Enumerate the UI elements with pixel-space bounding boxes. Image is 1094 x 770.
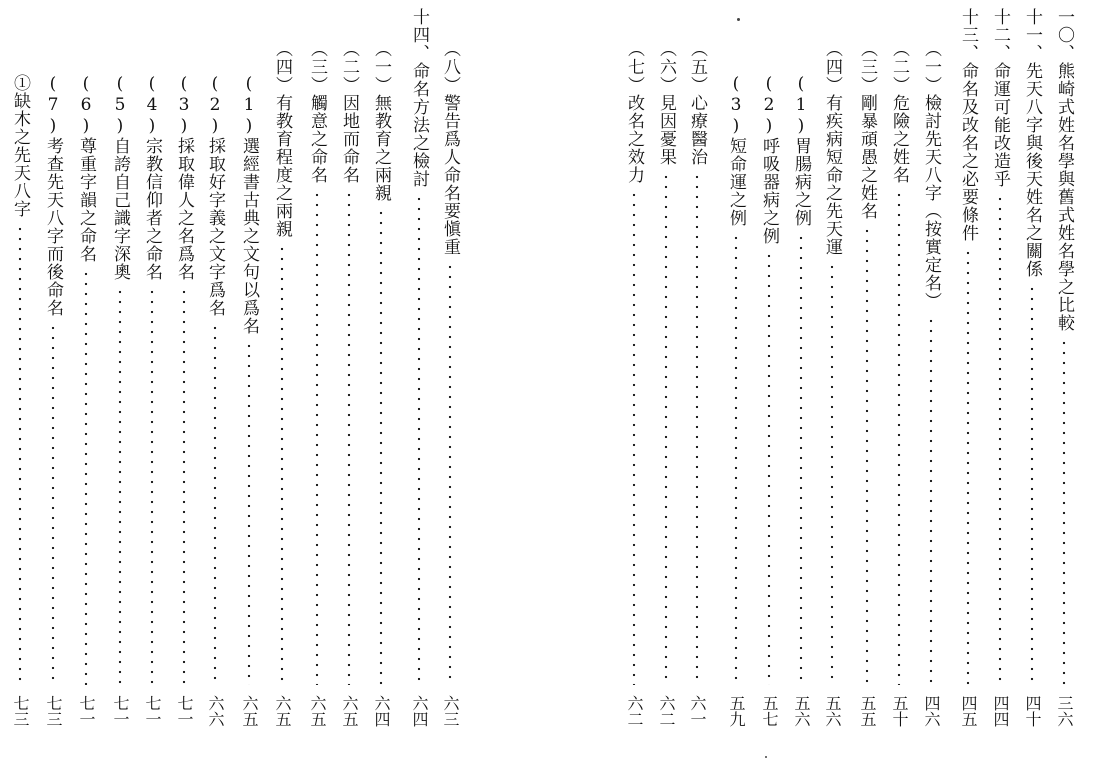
toc-entry-title: (3)採取偉人之名爲名	[174, 74, 194, 281]
dot-leader	[51, 323, 55, 685]
toc-entry-title: (2)呼吸器病之例	[759, 74, 779, 245]
toc-entry-page-number: 七一	[77, 695, 96, 727]
toc-entry	[138, 74, 166, 735]
toc-entry	[917, 40, 945, 735]
toc-entry	[39, 74, 67, 735]
toc-entry-page-number: 七一	[111, 695, 130, 727]
toc-entry-title: （一）無教育之兩親	[371, 40, 391, 202]
toc-entry-page-number: 六五	[308, 695, 327, 727]
toc-entry-page-number: 六五	[273, 695, 292, 727]
toc-entry-page-number: 七一	[143, 695, 162, 727]
toc-entry-title: (1)胃腸病之例	[791, 74, 811, 227]
toc-entry-title: （三）觸意之命名	[307, 40, 327, 184]
toc-entry	[620, 40, 648, 735]
toc-entry	[885, 40, 913, 735]
toc-entry-page-number: 五七	[760, 695, 779, 727]
toc-entry	[1018, 8, 1046, 735]
toc-entry-page-number: 六二	[625, 695, 644, 727]
toc-entry-page-number: 六四	[372, 695, 391, 727]
toc-entry-title: （八）警告爲人命名要愼重	[440, 40, 460, 256]
scan-speck	[765, 756, 767, 758]
dot-leader	[966, 248, 970, 685]
toc-entry-page-number: 五五	[858, 695, 877, 727]
toc-entry	[954, 8, 982, 735]
toc-entry	[986, 8, 1014, 735]
dot-leader	[379, 208, 383, 685]
dot-leader	[182, 287, 186, 685]
toc-entry-page-number: 七三	[44, 695, 63, 727]
toc-entry	[405, 8, 433, 735]
dot-leader	[448, 262, 452, 685]
toc-entry-page-number: 五六	[823, 695, 842, 727]
dot-leader	[799, 233, 803, 685]
dot-leader	[897, 190, 901, 685]
toc-entry-page-number: 三六	[1055, 695, 1074, 727]
toc-entry	[170, 74, 198, 735]
toc-entry	[72, 74, 100, 735]
toc-entry-title: 十一、先天八字與後天姓名之關係	[1022, 8, 1042, 278]
toc-entry-page-number: 六六	[206, 695, 225, 727]
dot-leader	[998, 194, 1002, 685]
dot-leader	[18, 224, 22, 685]
toc-entry-title: (3)短命運之例	[726, 74, 746, 227]
toc-entry-page-number: 六五	[240, 695, 259, 727]
dot-leader	[247, 341, 251, 685]
dot-leader	[118, 287, 122, 685]
toc-entry	[6, 74, 34, 735]
toc-entry-title: （七）改名之效力	[624, 40, 644, 184]
dot-leader	[150, 287, 154, 685]
toc-entry-page-number: 五九	[727, 695, 746, 727]
toc-entry-page-number: 四十	[1023, 695, 1042, 727]
scan-speck	[737, 18, 740, 21]
toc-entry	[818, 40, 846, 735]
toc-entry	[367, 40, 395, 735]
toc-entry-title: ①缺木之先天八字	[10, 74, 30, 218]
toc-entry-page-number: 七一	[175, 695, 194, 727]
dot-leader	[767, 251, 771, 685]
toc-entry-title: （二）危險之姓名	[889, 40, 909, 184]
toc-entry-title: 十二、命運可能改造乎	[990, 8, 1010, 188]
toc-entry	[652, 40, 680, 735]
dot-leader	[830, 262, 834, 685]
toc-entry-title: (5)自誇自己識字深奧	[110, 74, 130, 281]
toc-entry-title: （二）因地而命名	[339, 40, 359, 184]
dot-leader	[1030, 284, 1034, 685]
toc-entry	[853, 40, 881, 735]
toc-entry-title: (7)考查先天八字而後命名	[43, 74, 63, 317]
toc-entry-page-number: 六一	[688, 695, 707, 727]
toc-entry-title: （四）有疾病短命之先天運	[822, 40, 842, 256]
dot-leader	[315, 190, 319, 685]
dot-leader	[929, 316, 933, 685]
toc-entry-page-number: 六四	[410, 695, 429, 727]
toc-entry	[787, 74, 815, 735]
toc-entry-title: （三）剛暴頑愚之姓名	[857, 40, 877, 220]
toc-entry	[436, 40, 464, 735]
toc-entry-title: （一）檢討先天八字（按實定名）	[921, 40, 941, 310]
toc-entry-page-number: 五六	[792, 695, 811, 727]
toc-entry-title: 十三、命名及改名之必要條件	[958, 8, 978, 242]
toc-entry-title: (1)選經書古典之文句以爲名	[239, 74, 259, 335]
dot-leader	[347, 190, 351, 685]
dot-leader	[632, 190, 636, 685]
toc-entry-title: （四）有教育程度之兩親	[272, 40, 292, 238]
toc-entry	[722, 74, 750, 735]
dot-leader	[280, 244, 284, 685]
toc-entry	[755, 74, 783, 735]
toc-entry	[235, 74, 263, 735]
dot-leader	[734, 233, 738, 685]
dot-leader	[417, 194, 421, 685]
toc-entry-title: 一〇、熊崎式姓名學與舊式姓名學之比較	[1054, 8, 1074, 332]
toc-entry-page-number: 四五	[959, 695, 978, 727]
toc-entry-page-number: 七三	[11, 695, 30, 727]
toc-entry-title: （六）見因憂果	[656, 40, 676, 166]
dot-leader	[865, 226, 869, 685]
toc-entry	[268, 40, 296, 735]
dot-leader	[213, 323, 217, 685]
toc-entry-page-number: 六五	[340, 695, 359, 727]
toc-entry-page-number: 六三	[441, 695, 460, 727]
toc-entry	[335, 40, 363, 735]
dot-leader	[1062, 338, 1066, 685]
toc-entry-title: （五）心療醫治	[687, 40, 707, 166]
toc-entry	[1050, 8, 1078, 735]
toc-entry-page-number: 四四	[991, 695, 1010, 727]
toc-entry-page-number: 四六	[922, 695, 941, 727]
toc-entry	[683, 40, 711, 735]
dot-leader	[664, 172, 668, 685]
toc-entry	[106, 74, 134, 735]
toc-entry-title: 十四、命名方法之檢討	[409, 8, 429, 188]
toc-entry-title: (4)宗教信仰者之命名	[142, 74, 162, 281]
toc-entry	[201, 74, 229, 735]
toc-entry-title: (6)尊重字韻之命名	[76, 74, 96, 263]
toc-entry	[303, 40, 331, 735]
dot-leader	[695, 172, 699, 685]
toc-entry-title: (2)採取好字義之文字爲名	[205, 74, 225, 317]
toc-entry-page-number: 六二	[657, 695, 676, 727]
dot-leader	[84, 269, 88, 685]
toc-entry-page-number: 五十	[890, 695, 909, 727]
